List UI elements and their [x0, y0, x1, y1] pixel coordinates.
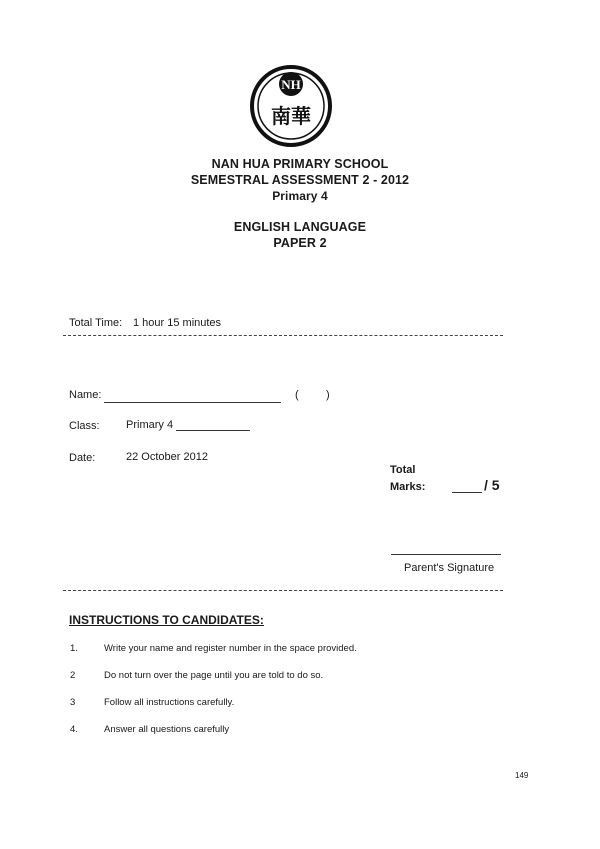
class-field[interactable] [176, 430, 250, 431]
instruction-text: Write your name and register number in the space provided. [104, 643, 357, 654]
signature-line[interactable] [391, 554, 501, 555]
register-bracket-close: ) [326, 389, 330, 401]
date-label: Date: [69, 452, 96, 464]
instruction-text: Do not turn over the page until you are told to do so. [104, 670, 324, 681]
school-logo [249, 64, 333, 148]
instruction-number: 2 [70, 670, 76, 681]
school-name: NAN HUA PRIMARY SCHOOL [211, 157, 389, 171]
name-field[interactable] [104, 402, 281, 403]
total-time-label: Total Time: [69, 317, 123, 329]
total-label: Total [390, 464, 416, 476]
logo-monogram: NH [281, 77, 301, 92]
instruction-number: 3 [70, 697, 76, 708]
subject-title: ENGLISH LANGUAGE [233, 220, 367, 234]
signature-label: Parent's Signature [404, 562, 495, 574]
instructions-heading: INSTRUCTIONS TO CANDIDATES: [69, 613, 264, 627]
instruction-number: 1. [70, 643, 78, 654]
register-bracket-open: ( [295, 389, 299, 401]
level-title: Primary 4 [272, 189, 328, 203]
instruction-text: Answer all questions carefully [104, 724, 230, 735]
paper-number: PAPER 2 [273, 236, 327, 250]
instruction-text: Follow all instructions carefully. [104, 697, 235, 708]
class-label: Class: [69, 420, 100, 432]
divider-bottom [63, 590, 503, 591]
class-value: Primary 4 [126, 419, 174, 431]
marks-out-of: / 5 [484, 477, 500, 493]
date-value: 22 October 2012 [126, 451, 208, 463]
total-time-value: 1 hour 15 minutes [133, 317, 222, 329]
marks-label: Marks: [390, 481, 426, 493]
instruction-number: 4. [70, 724, 78, 735]
page-mark: 149 [515, 771, 529, 780]
logo-chinese-text: 南華 [271, 104, 311, 128]
name-label: Name: [69, 389, 102, 401]
assessment-title: SEMESTRAL ASSESSMENT 2 - 2012 [190, 173, 410, 187]
divider-top [63, 335, 503, 336]
marks-field[interactable] [452, 492, 482, 493]
